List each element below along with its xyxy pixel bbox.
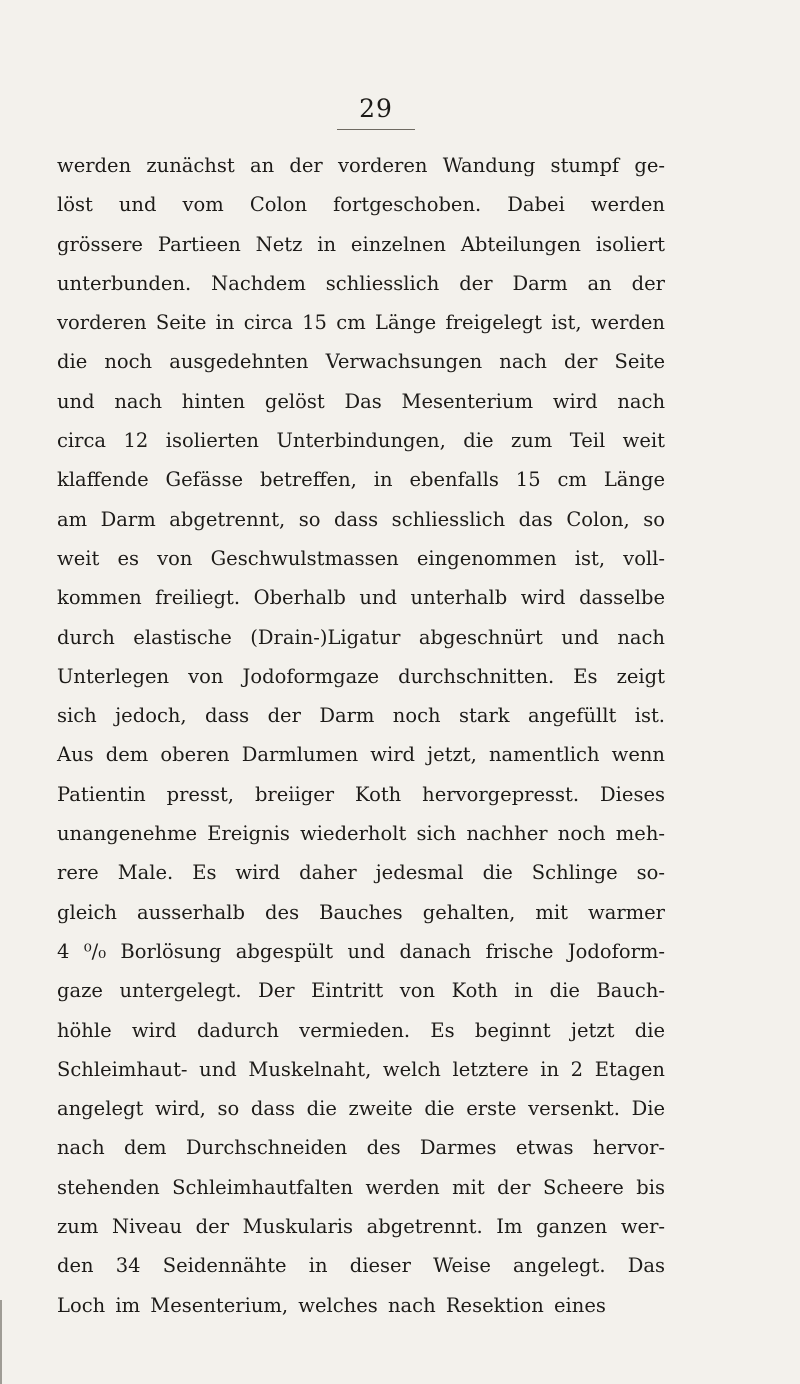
text-line: sich jedoch, dass der Darm noch stark angefüllt ist.	[57, 704, 665, 728]
text-line: werden zunächst an der vorderen Wandung stumpf ge-	[57, 154, 665, 177]
text-line: 4 ⁰/₀ Borlösung abgespült und danach frische Jodoform-	[57, 939, 665, 963]
text-line: gleich ausserhalb des Bauches gehalten, mit warmer	[57, 900, 665, 924]
text-line: angelegt wird, so dass die zweite die erste versenkt. Die	[57, 1097, 665, 1121]
body-text	[57, 146, 665, 1325]
text-line: Loch im Mesenterium, welches nach Resektion eines	[57, 1293, 606, 1317]
text-line: Schleimhaut- und Muskelnaht, welch letztere in 2 Etagen	[57, 1057, 665, 1081]
text-line: durch elastische (Drain-)Ligatur abgeschnürt und nach	[57, 625, 665, 649]
text-line: höhle wird dadurch vermieden. Es beginnt jetzt die	[57, 1018, 665, 1042]
text-line: rere Male. Es wird daher jedesmal die Schlinge so-	[57, 861, 665, 885]
text-line: Unterlegen von Jodoformgaze durchschnitten. Es zeigt	[57, 664, 665, 688]
text-line: die noch ausgedehnten Verwachsungen nach der Seite	[57, 350, 665, 374]
text-line: kommen freiliegt. Oberhalb und unterhalb wird dasselbe	[57, 586, 665, 610]
text-line: den 34 Seidennähte in dieser Weise angelegt. Das	[57, 1254, 665, 1278]
text-line: löst und vom Colon fortgeschoben. Dabei werden	[57, 193, 665, 217]
text-line: weit es von Geschwulstmassen eingenommen ist, voll-	[57, 546, 665, 570]
header-rule	[337, 129, 415, 130]
page-number: 29	[359, 94, 393, 123]
text-line: zum Niveau der Muskularis abgetrennt. Im ganzen wer-	[57, 1215, 665, 1239]
text-line: nach dem Durchschneiden des Darmes etwas hervor-	[57, 1136, 665, 1160]
text-line: vorderen Seite in circa 15 cm Länge freigelegt ist, werden	[57, 311, 665, 335]
text-line: grössere Partieen Netz in einzelnen Abteilungen isoliert	[57, 232, 665, 256]
text-line: klaffende Gefässe betreffen, in ebenfalls 15 cm Länge	[57, 468, 665, 492]
text-line: unangenehme Ereignis wiederholt sich nachher noch meh-	[57, 822, 665, 846]
text-line: stehenden Schleimhautfalten werden mit der Scheere bis	[57, 1175, 665, 1199]
text-line: Aus dem oberen Darmlumen wird jetzt, namentlich wenn	[57, 743, 665, 767]
text-line: am Darm abgetrennt, so dass schliesslich das Colon, so	[57, 507, 665, 531]
text-line: gaze untergelegt. Der Eintritt von Koth in die Bauch-	[57, 979, 665, 1003]
page-edge-mark	[0, 1300, 2, 1384]
text-line: unterbunden. Nachdem schliesslich der Darm an der	[57, 271, 665, 295]
text-line: Patientin presst, breiiger Koth hervorgepresst. Dieses	[57, 782, 665, 806]
text-line: und nach hinten gelöst Das Mesenterium wird nach	[57, 389, 665, 413]
text-line: circa 12 isolierten Unterbindungen, die zum Teil weit	[57, 429, 665, 453]
